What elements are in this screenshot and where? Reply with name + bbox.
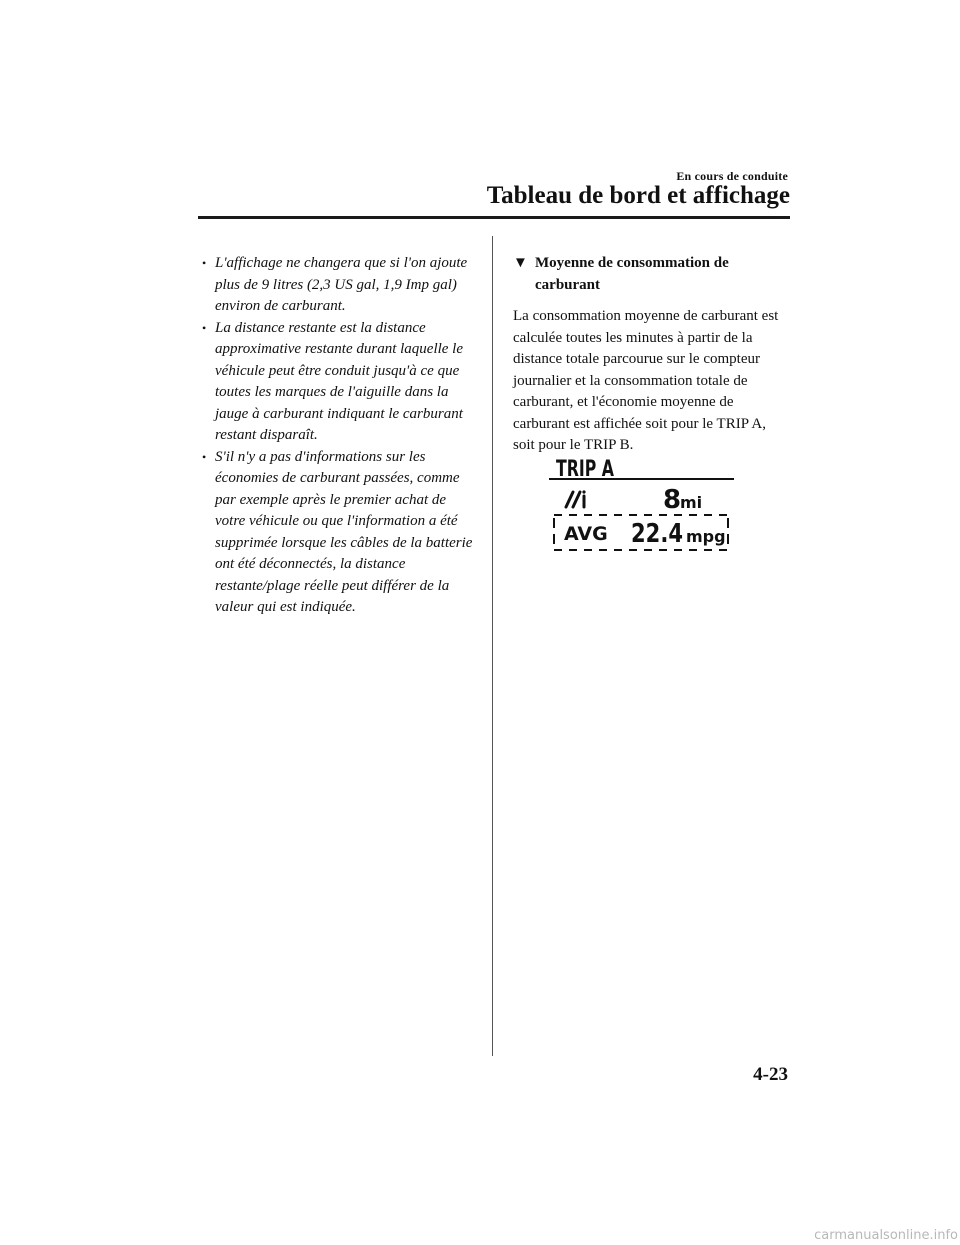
header-section-label: En cours de conduite [676,169,788,183]
section-paragraph: La consommation moyenne de carburant est calculée toutes les minutes à partir de la distance totale parcourue sur le compteur journalier et la consommation totale de carburant, et l'économie moyenne de carburant est affichée soit pour le TRIP A, soit pour le TRIP B. [513,308,779,453]
bullet-dot-icon: • [202,256,207,270]
section-heading [513,253,789,296]
bullet-text: L'affichage ne changera que si l'on ajoute plus de 9 litres (2,3 US gal, 1,9 Imp gal) environ de carburant. [215,255,468,314]
column-divider [492,236,493,1056]
page-number: 4-23 [753,1064,788,1085]
fuel-range-dot [582,490,585,493]
bullet-item [200,253,476,318]
bullet-text: S'il n'y a pas d'informations sur les économies de carburant passées, comme par exemple après le premier achat de votre véhicule ou que l'information a été supprimée lorsque les câbles de la batterie ont été déconnectés, la distance restante/plage réelle peut différer de la valeur qui est indiquée. [215,448,473,615]
range-unit: mi [680,493,703,512]
bullet-item [200,447,476,619]
bullet-text: La distance restante est la distance approximative restante durant laquelle le véhicule peut être conduit jusqu'à ce que toutes les marques de l'aiguille dans la jauge à carburant indiquant le carburant restant disparaît. [215,319,464,443]
left-column [200,253,476,619]
section-heading-text: Moyenne de consommation de carburant [535,255,729,293]
avg-label: AVG [564,523,608,545]
fuel-range-icon [566,492,584,507]
range-value: 8 [663,485,682,515]
bullet-dot-icon: • [202,449,207,464]
avg-value: 22.4 [631,519,683,549]
bullet-item [200,318,476,447]
bullet-dot-icon: • [202,320,207,335]
page-title: Tableau de bord et affichage [486,182,790,209]
trip-label: TRIP A [556,457,614,482]
right-column [513,253,789,457]
avg-unit: mpg [686,527,726,546]
triangle-down-icon: ▼ [513,255,528,271]
watermark: carmanualsonline.info [814,1228,958,1243]
trip-display-illustration [548,452,734,558]
header-rule [198,216,790,219]
